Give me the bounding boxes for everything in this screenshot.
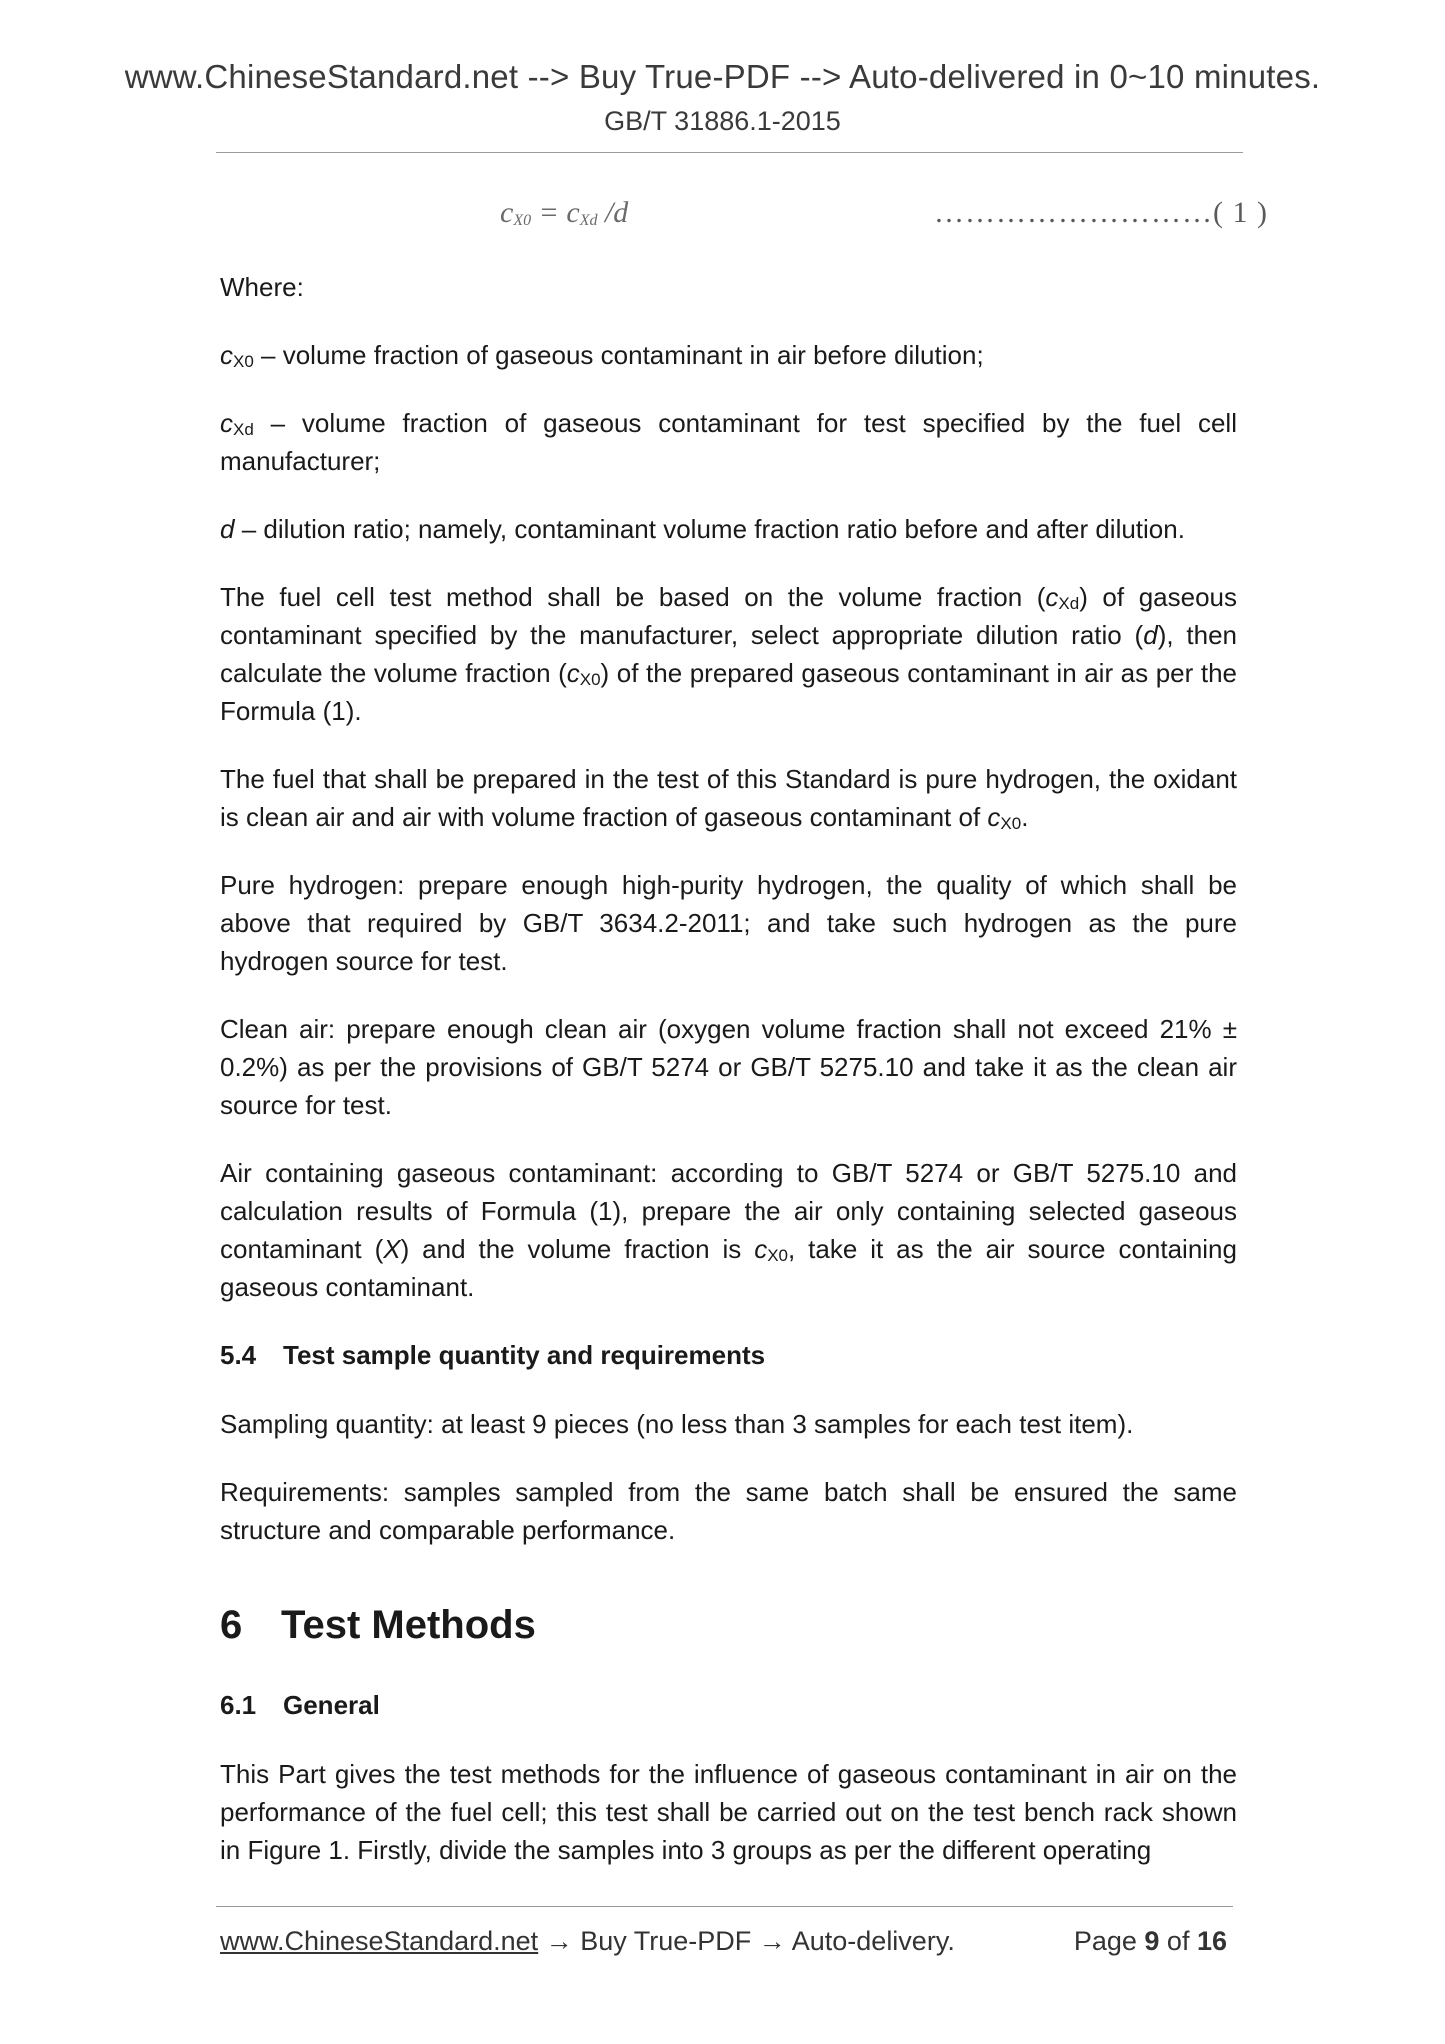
definition-cx0: $c_{X0}$ – volume fraction of gaseous contaminant in air before dilution; <box>220 340 984 371</box>
section-6-1-heading: 6.1 General <box>220 1690 380 1720</box>
section-6-heading: 6 Test Methods <box>220 1603 536 1647</box>
page-indicator: Page 9 of 16 <box>1073 1926 1227 1956</box>
header-divider <box>216 152 1243 153</box>
footer-divider <box>216 1906 1233 1907</box>
formula-1 <box>0 196 1445 236</box>
paragraph-clean-air: Clean air: prepare enough clean air (oxygen volume fraction shall not exceed 21% ± 0.2%) as per the provisions of GB/T 5274 or GB/T 5275.10 and take it as the clean air source for test. <box>220 1014 1237 1120</box>
formula-number: ………………………( 1 ) <box>934 196 1268 229</box>
footer <box>220 1926 1233 1957</box>
where-label: Where: <box>220 272 304 302</box>
document-body <box>220 268 1237 1899</box>
paragraph-contaminated-air: Air containing gaseous contaminant: according to GB/T 5274 or GB/T 5275.10 and calculation results of Formula (1), prepare the air only containing selected gaseous contaminant (X) and the volume fraction is $c_{X0}$, take it as the air source containing gaseous contaminant. <box>220 1158 1237 1302</box>
definition-cxd: $c_{Xd}$ – volume fraction of gaseous contaminant for test specified by the fuel cell manufacturer; <box>220 408 1237 476</box>
footer-site-link[interactable]: www.ChineseStandard.net <box>220 1926 539 1956</box>
footer-tagline: → Buy True-PDF → Auto-delivery. <box>538 1926 955 1956</box>
paragraph-fuel: The fuel that shall be prepared in the test of this Standard is pure hydrogen, the oxidant is clean air and air with volume fraction of gaseous contaminant of $c_{X0}$. <box>220 764 1237 833</box>
definition-d: d – dilution ratio; namely, contaminant volume fraction ratio before and after dilution. <box>220 514 1185 544</box>
paragraph-pure-hydrogen: Pure hydrogen: prepare enough high-purity hydrogen, the quality of which shall be above that required by GB/T 3634.2-2011; and take such hydrogen as the pure hydrogen source for test. <box>220 870 1237 976</box>
formula-expression: $c_{X0} = c_{Xd}$ /d <box>500 196 629 229</box>
top-banner[interactable]: www.ChineseStandard.net --> Buy True-PDF --> Auto-delivered in 0~10 minutes. <box>124 58 1321 95</box>
section-5-4-heading: 5.4 Test sample quantity and requirements <box>220 1340 766 1370</box>
document-code: GB/T 31886.1-2015 <box>604 106 841 136</box>
paragraph-requirements: Requirements: samples sampled from the same batch shall be ensured the same structure and comparable performance. <box>220 1477 1237 1545</box>
paragraph-general: This Part gives the test methods for the influence of gaseous contaminant in air on the performance of the fuel cell; this test shall be carried out on the test bench rack shown in Figure 1. Firstly, divide the samples into 3 groups as per the different operating <box>220 1759 1237 1865</box>
paragraph-sampling-quantity: Sampling quantity: at least 9 pieces (no less than 3 samples for each test item). <box>220 1409 1134 1439</box>
paragraph-test-method: The fuel cell test method shall be based on the volume fraction $(c_{Xd})$ of gaseous contaminant specified by the manufacturer, select appropriate dilution ratio (d), then calculate the volume fraction $(c_{X0})$ of the prepared gaseous contaminant in air as per the Formula (1). <box>220 582 1237 726</box>
